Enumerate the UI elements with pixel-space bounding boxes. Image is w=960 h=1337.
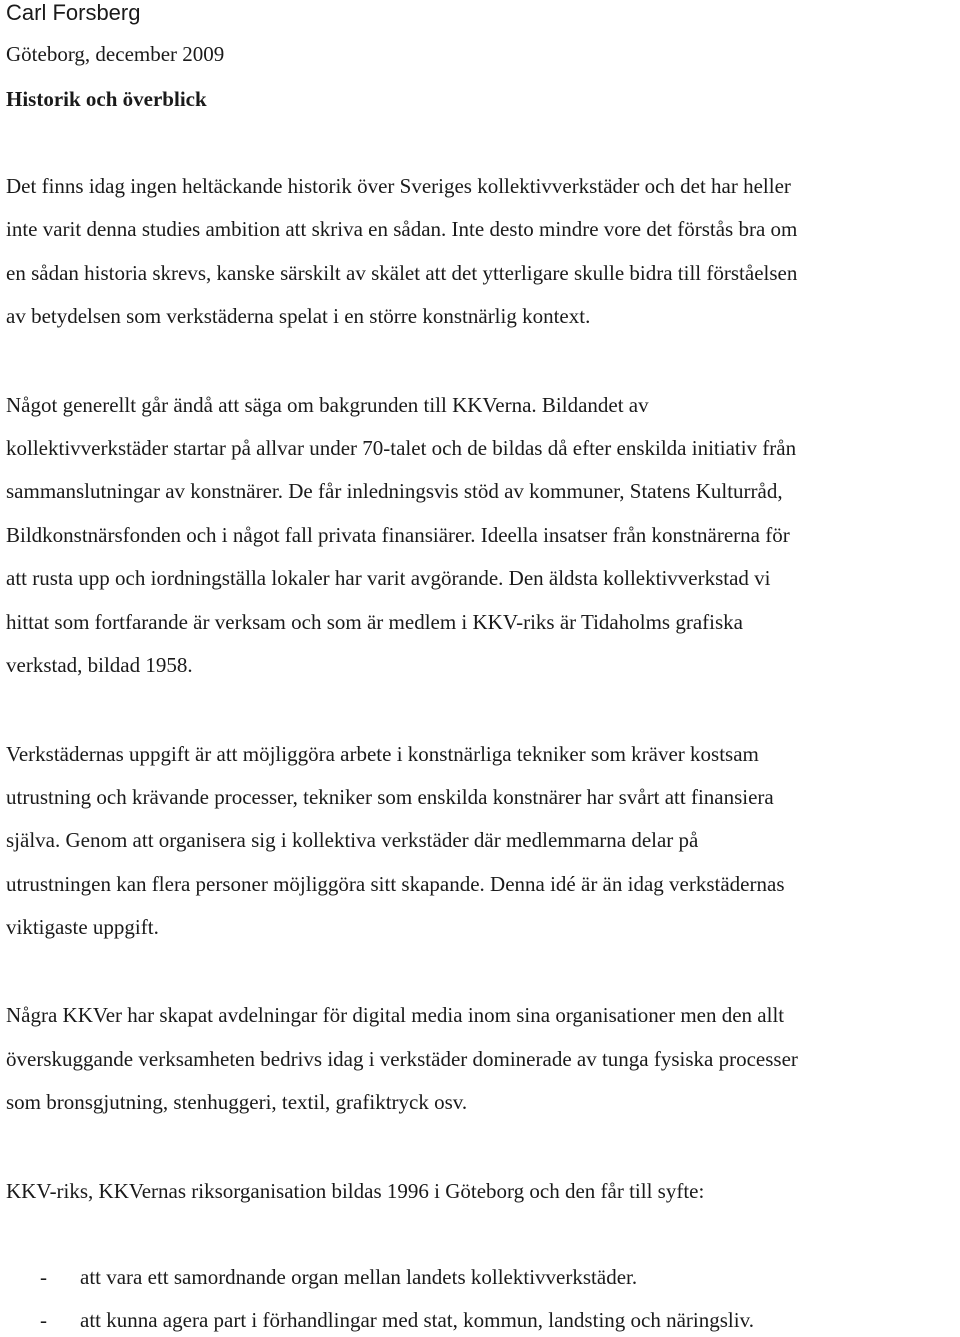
text-line: KKV-riks, KKVernas riksorganisation bildas 1996 i Göteborg och den får till syfte: — [6, 1179, 705, 1203]
place-date: Göteborg, december 2009 — [6, 42, 225, 66]
text-line: själva. Genom att organisera sig i kollektiva verkstäder där medlemmarna delar på — [6, 828, 699, 852]
text-line: sammanslutningar av konstnärer. De får inledningsvis stöd av kommuner, Statens Kulturråd, — [6, 479, 783, 503]
list-marker: - — [40, 1308, 47, 1332]
text-line: inte varit denna studies ambition att skriva en sådan. Inte desto mindre vore det förstås bra om — [6, 217, 798, 241]
text-line: en sådan historia skrevs, kanske särskilt av skälet att det ytterligare skulle bidra till förståelsen — [6, 261, 798, 285]
text-line: kollektivverkstäder startar på allvar under 70-talet och de bildas då efter enskilda initiativ från — [6, 436, 797, 460]
text-line: viktigaste uppgift. — [6, 915, 159, 939]
text-line: av betydelsen som verkstäderna spelat i en större konstnärlig kontext. — [6, 304, 591, 328]
text-line: verkstad, bildad 1958. — [6, 653, 193, 677]
text-line: att rusta upp och iordningställa lokaler har varit avgörande. Den äldsta kollektivverkstad vi — [6, 566, 771, 590]
section-heading: Historik och överblick — [6, 87, 207, 111]
text-line: Bildkonstnärsfonden och i något fall privata finansiärer. Ideella insatser från konstnärerna för — [6, 523, 790, 547]
text-line: överskuggande verksamheten bedrivs idag i verkstäder dominerade av tunga fysiska processer — [6, 1047, 798, 1071]
text-line: Det finns idag ingen heltäckande historik över Sveriges kollektivverkstäder och det har heller — [6, 174, 791, 198]
text-line: utrustning och krävande processer, tekniker som enskilda konstnärer har svårt att finansiera — [6, 785, 774, 809]
text-line: utrustningen kan flera personer möjliggöra sitt skapande. Denna idé är än idag verkstädernas — [6, 872, 785, 896]
text-line: som bronsgjutning, stenhuggeri, textil, grafiktryck osv. — [6, 1090, 468, 1114]
list-marker: - — [40, 1265, 47, 1289]
text-line: Något generellt går ändå att säga om bakgrunden till KKVerna. Bildandet av — [6, 393, 649, 417]
text-line: hittat som fortfarande är verksam och som är medlem i KKV-riks är Tidaholms grafiska — [6, 610, 743, 634]
author-name: Carl Forsberg — [6, 0, 141, 25]
text-line: Några KKVer har skapat avdelningar för digital media inom sina organisationer men den allt — [6, 1003, 785, 1027]
text-line: Verkstädernas uppgift är att möjliggöra arbete i konstnärliga tekniker som kräver kostsam — [6, 742, 759, 766]
list-item-text: att vara ett samordnande organ mellan landets kollektivverkstäder. — [80, 1265, 638, 1289]
list-item-text: att kunna agera part i förhandlingar med stat, kommun, landsting och näringsliv. — [80, 1308, 754, 1332]
